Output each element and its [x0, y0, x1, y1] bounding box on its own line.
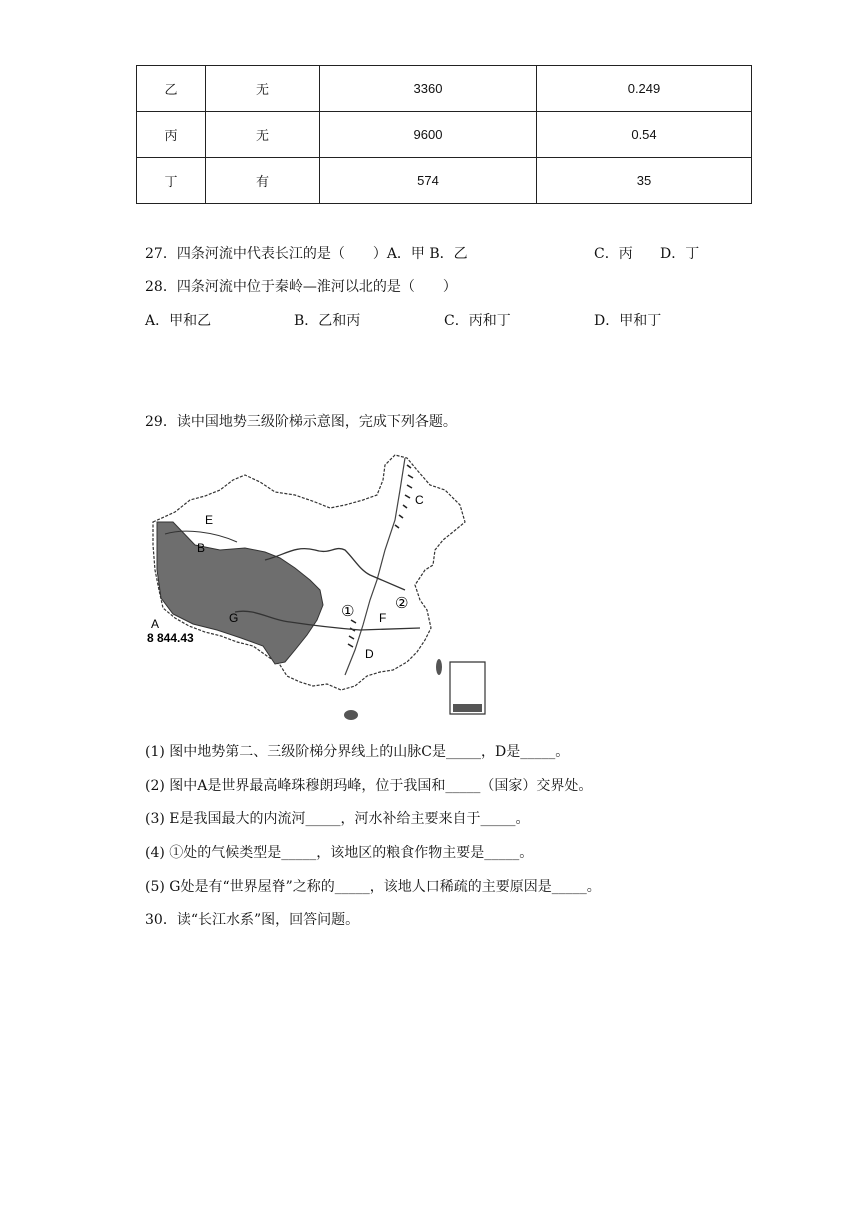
table-row — [137, 112, 752, 158]
question-28-option-d[interactable]: D．甲和丁 — [594, 313, 662, 329]
table-cell: 无 — [206, 112, 320, 158]
third-step-boundary — [345, 458, 405, 675]
question-29-sub-4: (4) ①处的气候类型是_____，该地区的粮食作物主要是_____。 — [145, 845, 534, 861]
map-label-b: B — [197, 541, 206, 555]
question-27-stem: 27．四条河流中代表长江的是（ ）A．甲 B．乙 — [145, 246, 468, 262]
table-cell: 574 — [320, 158, 537, 204]
table-cell: 3360 — [320, 66, 537, 112]
table-row — [137, 66, 752, 112]
hainan-island — [344, 710, 358, 720]
table-row — [137, 158, 752, 204]
question-30-stem: 30．读“长江水系”图，回答问题。 — [145, 912, 360, 928]
inset-caption-box — [453, 704, 482, 712]
mountain-d-hatch — [348, 620, 356, 647]
china-terrain-map — [145, 450, 495, 725]
question-29-sub-1: (1) 图中地势第二、三级阶梯分界线上的山脉C是_____，D是_____。 — [145, 744, 570, 760]
question-28-stem: 28．四条河流中位于秦岭—淮河以北的是（ ） — [145, 279, 457, 295]
table-cell: 35 — [537, 158, 752, 204]
map-label-f: F — [379, 611, 387, 625]
table-cell: 丁 — [137, 158, 206, 204]
question-28-option-a[interactable]: A．甲和乙 — [145, 313, 212, 329]
question-28-option-c[interactable]: C．丙和丁 — [444, 313, 511, 329]
table-cell: 乙 — [137, 66, 206, 112]
question-28-option-b[interactable]: B．乙和丙 — [294, 313, 361, 329]
table-cell: 有 — [206, 158, 320, 204]
map-label-d: D — [365, 647, 374, 661]
table-cell: 0.249 — [537, 66, 752, 112]
map-circle-2: ② — [395, 594, 409, 612]
map-label-a: A — [151, 617, 160, 631]
map-circle-1: ① — [341, 602, 355, 620]
question-29-stem: 29．读中国地势三级阶梯示意图，完成下列各题。 — [145, 414, 457, 430]
map-elevation-label: 8 844.43 — [147, 631, 194, 645]
river-data-table — [136, 65, 752, 204]
table-cell: 0.54 — [537, 112, 752, 158]
question-27-option-d[interactable]: D．丁 — [660, 246, 700, 262]
question-29-sub-5: (5) G处是有“世界屋脊”之称的_____，该地人口稀疏的主要原因是_____。 — [145, 879, 601, 895]
table-cell: 无 — [206, 66, 320, 112]
question-27-option-c[interactable]: C．丙 — [594, 246, 633, 262]
question-29-sub-3: (3) E是我国最大的内流河_____，河水补给主要来自于_____。 — [145, 811, 530, 827]
question-29-sub-2: (2) 图中A是世界最高峰珠穆朗玛峰，位于我国和_____（国家）交界处。 — [145, 778, 593, 794]
taiwan-island — [436, 659, 442, 675]
table-cell: 9600 — [320, 112, 537, 158]
table-cell: 丙 — [137, 112, 206, 158]
map-label-e: E — [205, 513, 214, 527]
mountain-c-hatch — [395, 465, 413, 528]
map-label-c: C — [415, 493, 424, 507]
map-label-g: G — [229, 611, 239, 625]
